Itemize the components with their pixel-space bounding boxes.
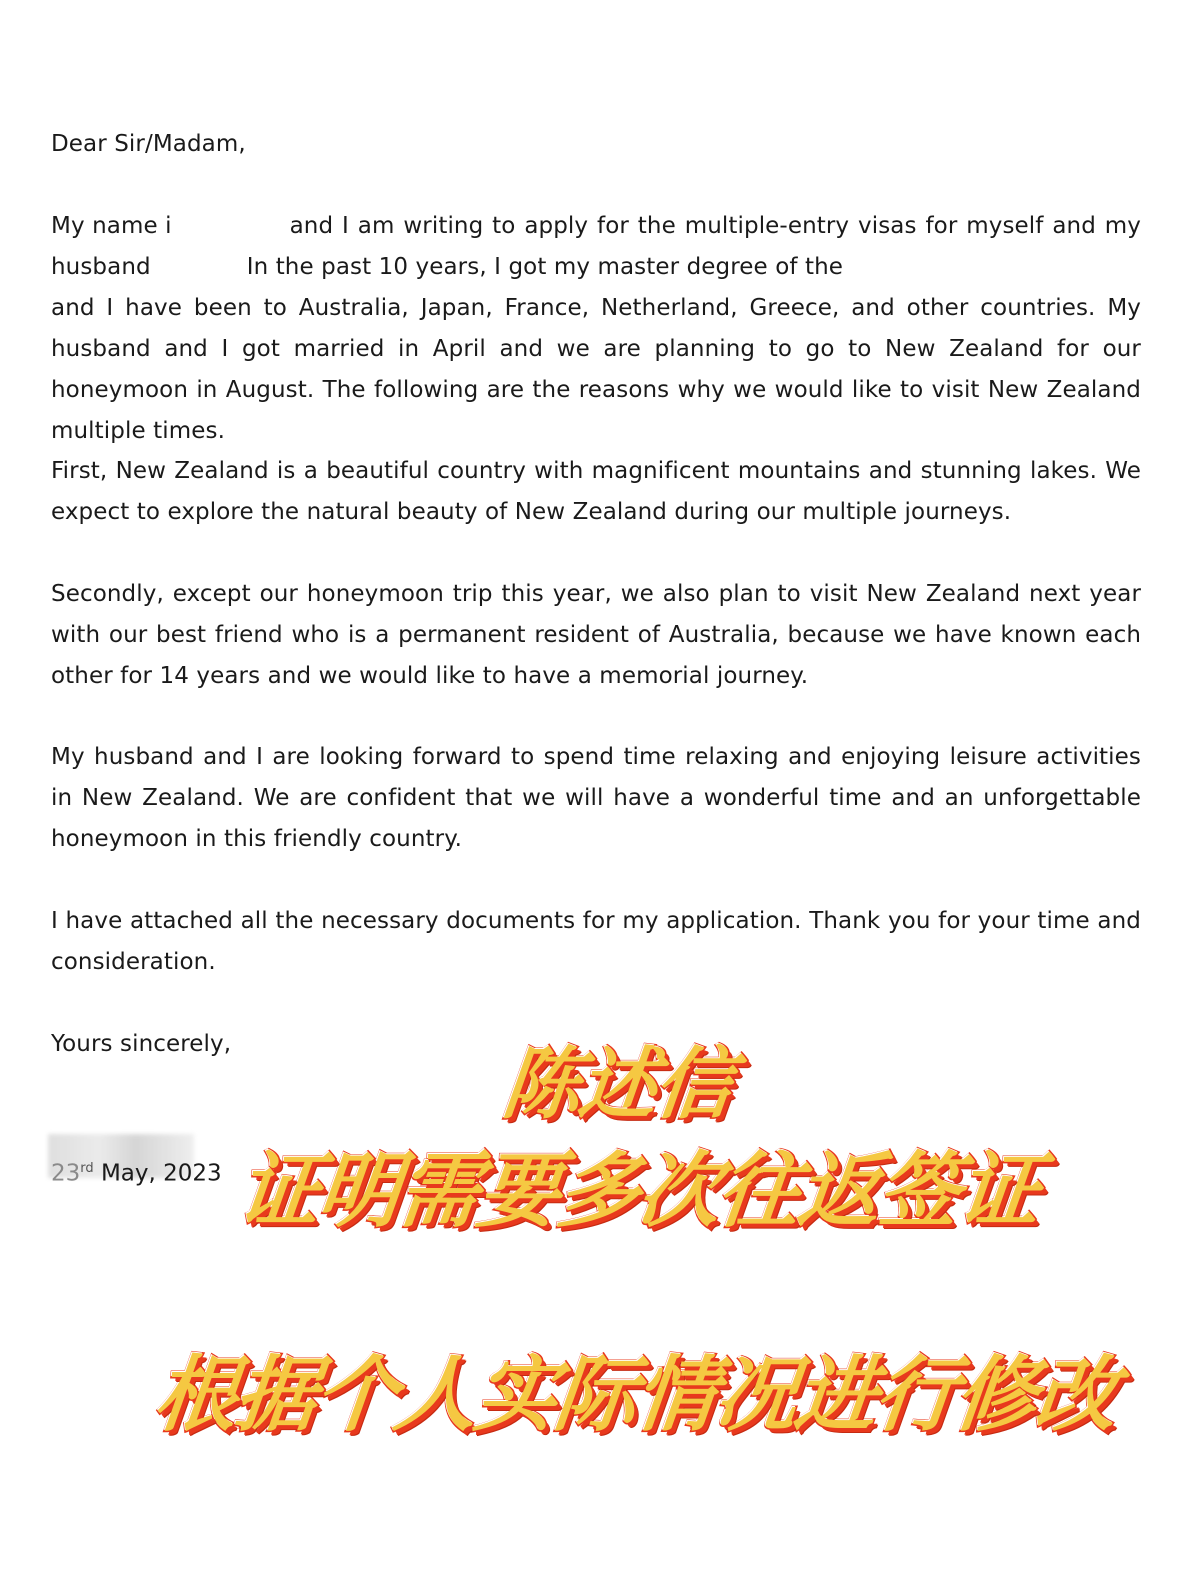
salutation: Dear Sir/Madam, <box>51 131 246 157</box>
date-day: 23 <box>51 1160 81 1187</box>
redacted-name <box>172 206 290 247</box>
overlay-title: 陈述信 <box>498 1040 736 1130</box>
paragraph-second-reason: Secondly, except our honeymoon trip this year, we also plan to visit New Zealand next year with our best friend who is a permanent resident of Australia, because we have known each other for 14 years and we would like to have a memorial journey. <box>51 581 1141 689</box>
intro-line-2-end: In the past 10 years, I got my master degree of the <box>246 254 844 280</box>
paragraph-intro <box>51 206 1141 452</box>
date-rest: May, 2023 <box>93 1160 222 1187</box>
letter-date <box>51 1148 222 1195</box>
intro-rest: and I have been to Australia, Japan, France, Netherland, Greece, and other countries. My husband and I got married in April and we are planning to go to New Zealand for our honeymoon in August. The following are the reasons why we would like to visit New Zealand multiple times. <box>51 295 1141 444</box>
paragraph-first-reason: First, New Zealand is a beautiful country with magnificent mountains and stunning lakes. We expect to explore the natural beauty of New Zealand during our multiple journeys. <box>51 458 1141 525</box>
paragraph-attachments: I have attached all the necessary documents for my application. Thank you for your time and consideration. <box>51 908 1141 975</box>
date-suffix: rd <box>80 1161 94 1176</box>
paragraph-leisure: My husband and I are looking forward to spend time relaxing and enjoying leisure activities in New Zealand. We are confident that we will have a wonderful time and an unforgettable honeymoon in this friendly country. <box>51 744 1141 852</box>
intro-line-2-start: husband <box>51 254 151 280</box>
closing: Yours sincerely, <box>51 1031 232 1057</box>
intro-line-1-end: and I am writing to apply for the multiple-entry visas for myself and my <box>289 213 1141 239</box>
overlay-subtitle: 证明需要多次往返签证 <box>233 1144 1044 1239</box>
intro-line-1-start: My name i <box>51 213 172 239</box>
overlay-note: 根据个人实际情况进行修改 <box>150 1348 1121 1443</box>
redacted-husband-name <box>151 247 247 288</box>
